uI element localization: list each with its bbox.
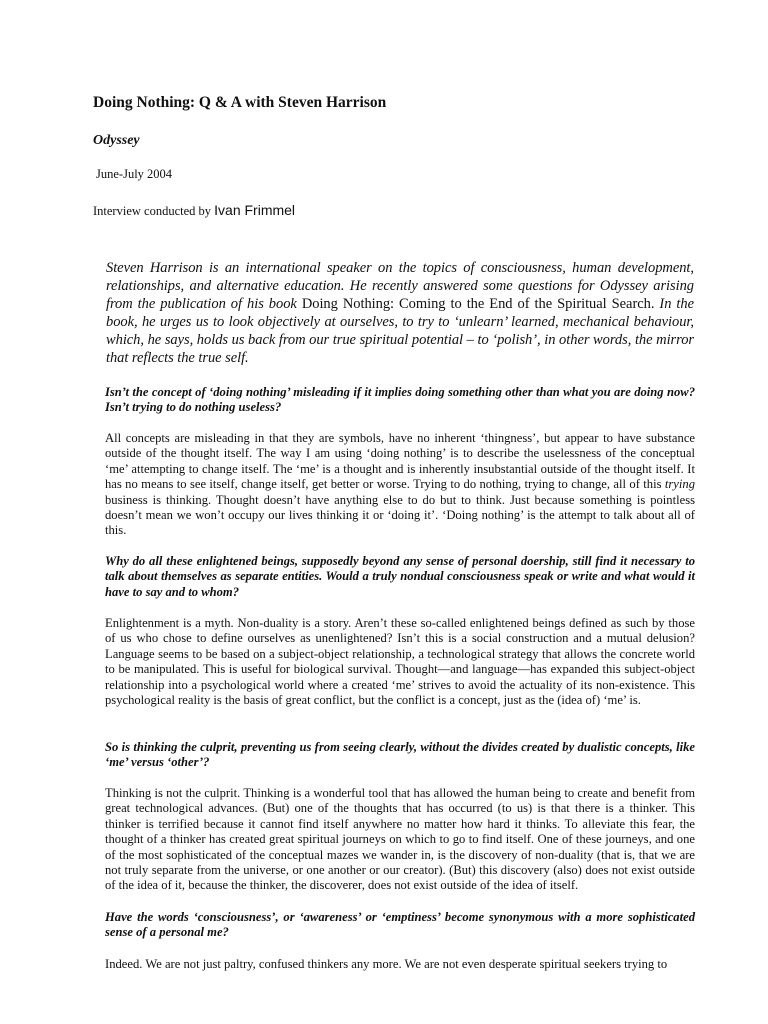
byline-prefix: Interview conducted by	[93, 204, 215, 218]
book-title: Doing Nothing: Coming to the End of the Spiritual Search	[301, 296, 651, 312]
question-1: Isn’t the concept of ‘doing nothing’ misleading if it implies doing something other than what you are doing now? Isn’t trying to do nothing useless?	[105, 385, 695, 415]
byline	[93, 202, 295, 219]
answer-1-text-start: All concepts are misleading in that they are symbols, have no inherent ‘thingness’, but appear to have substance outside of the thought itself. The way I am using ‘doing nothing’ is to describe the uselessness of the conceptual ‘me’ attempting to change itself. The ‘me’ is a thought and is inherently insubstantial outside of the thought itself. It has no means to see itself, change itself, get better or worse. Trying to do nothing, trying to change, all of this	[105, 431, 695, 492]
question-4: Have the words ‘consciousness’, or ‘awareness’ or ‘emptiness’ become synonymous with a more sophisticated sense of a personal me?	[105, 910, 695, 940]
interviewer-name: Ivan Frimmel	[214, 202, 296, 218]
question-2: Why do all these enlightened beings, supposedly beyond any sense of personal doership, still find it necessary to talk about themselves as separate entities. Would a truly nondual consciousness speak or write and what would it have to say and to whom?	[105, 554, 695, 599]
publication-name: Odyssey	[93, 133, 140, 148]
intro-text-part1: Steven Harrison is an international speaker on the topics of consciousness, human development, relationships, and alternative education. He recently answered some questions for Odyssey arising from the publication of his book	[106, 260, 694, 312]
answer-1-text-end: business is thinking. Thought doesn’t have anything else to do but to think. Just because something is pointless doesn’t mean we won’t occupy our lives thinking it or ‘doing it’. ‘Doing nothing’ is the attempt to talk about all of this.	[105, 492, 695, 538]
intro-paragraph	[106, 259, 694, 367]
answer-1	[105, 431, 695, 539]
answer-4: Indeed. We are not just paltry, confused thinkers any more. We are not even desperate spiritual seekers trying to	[105, 957, 668, 971]
question-3: So is thinking the culprit, preventing us from seeing clearly, without the divides created by dualistic concepts, like ‘me’ versus ‘other’?	[105, 740, 695, 770]
answer-3: Thinking is not the culprit. Thinking is a wonderful tool that has allowed the human being to create and benefit from great technological advances. (But) one of the thoughts that has occurred (to us) is that there is a thinker. This thinker is terrified because it cannot find itself anywhere no matter how hard it thinks. To alleviate this fear, the thought of a thinker has created great spiritual journeys on which to go to find itself. One of these journeys, and one of the most sophisticated of the conceptual mazes we wander in, is the discovery of non-duality (that is, that we are not truly separate from the universe, or one another or our creator). (But) this discovery (also) does not exist outside of the idea of it, because the thinker, the discoverer, does not exist outside of the idea of itself.	[105, 786, 695, 893]
answer-2: Enlightenment is a myth. Non-duality is a story. Aren’t these so-called enlightened beings defined as such by those of us who chose to define ourselves as unenlightened? Isn’t this is a social construction and a mutual delusion? Language seems to be based on a subject-object relationship, a technological strategy that allows the concrete world to be manipulated. This is useful for biological survival. Thought—and language—has expanded this subject-object relationship into a psychological world where a created ‘me’ strives to avoid the actuality of its non-existence. This psychological reality is the basis of great conflict, but the conflict is a concept, just as the (idea of) ‘me’ is.	[105, 616, 695, 708]
intro-period: .	[650, 296, 655, 312]
intro-text-part2: In the book, he urges us to look objectively at ourselves, to try to ‘unlearn’ learned, mechanical behaviour, which, he says, holds us back from our true spiritual potential – to ‘polish’, in other words, the mirror that reflects the true self.	[106, 296, 694, 366]
article-title: Doing Nothing: Q & A with Steven Harrison	[93, 94, 387, 111]
answer-1-emphasis: trying	[664, 477, 695, 492]
publication-date: June-July 2004	[96, 167, 173, 181]
